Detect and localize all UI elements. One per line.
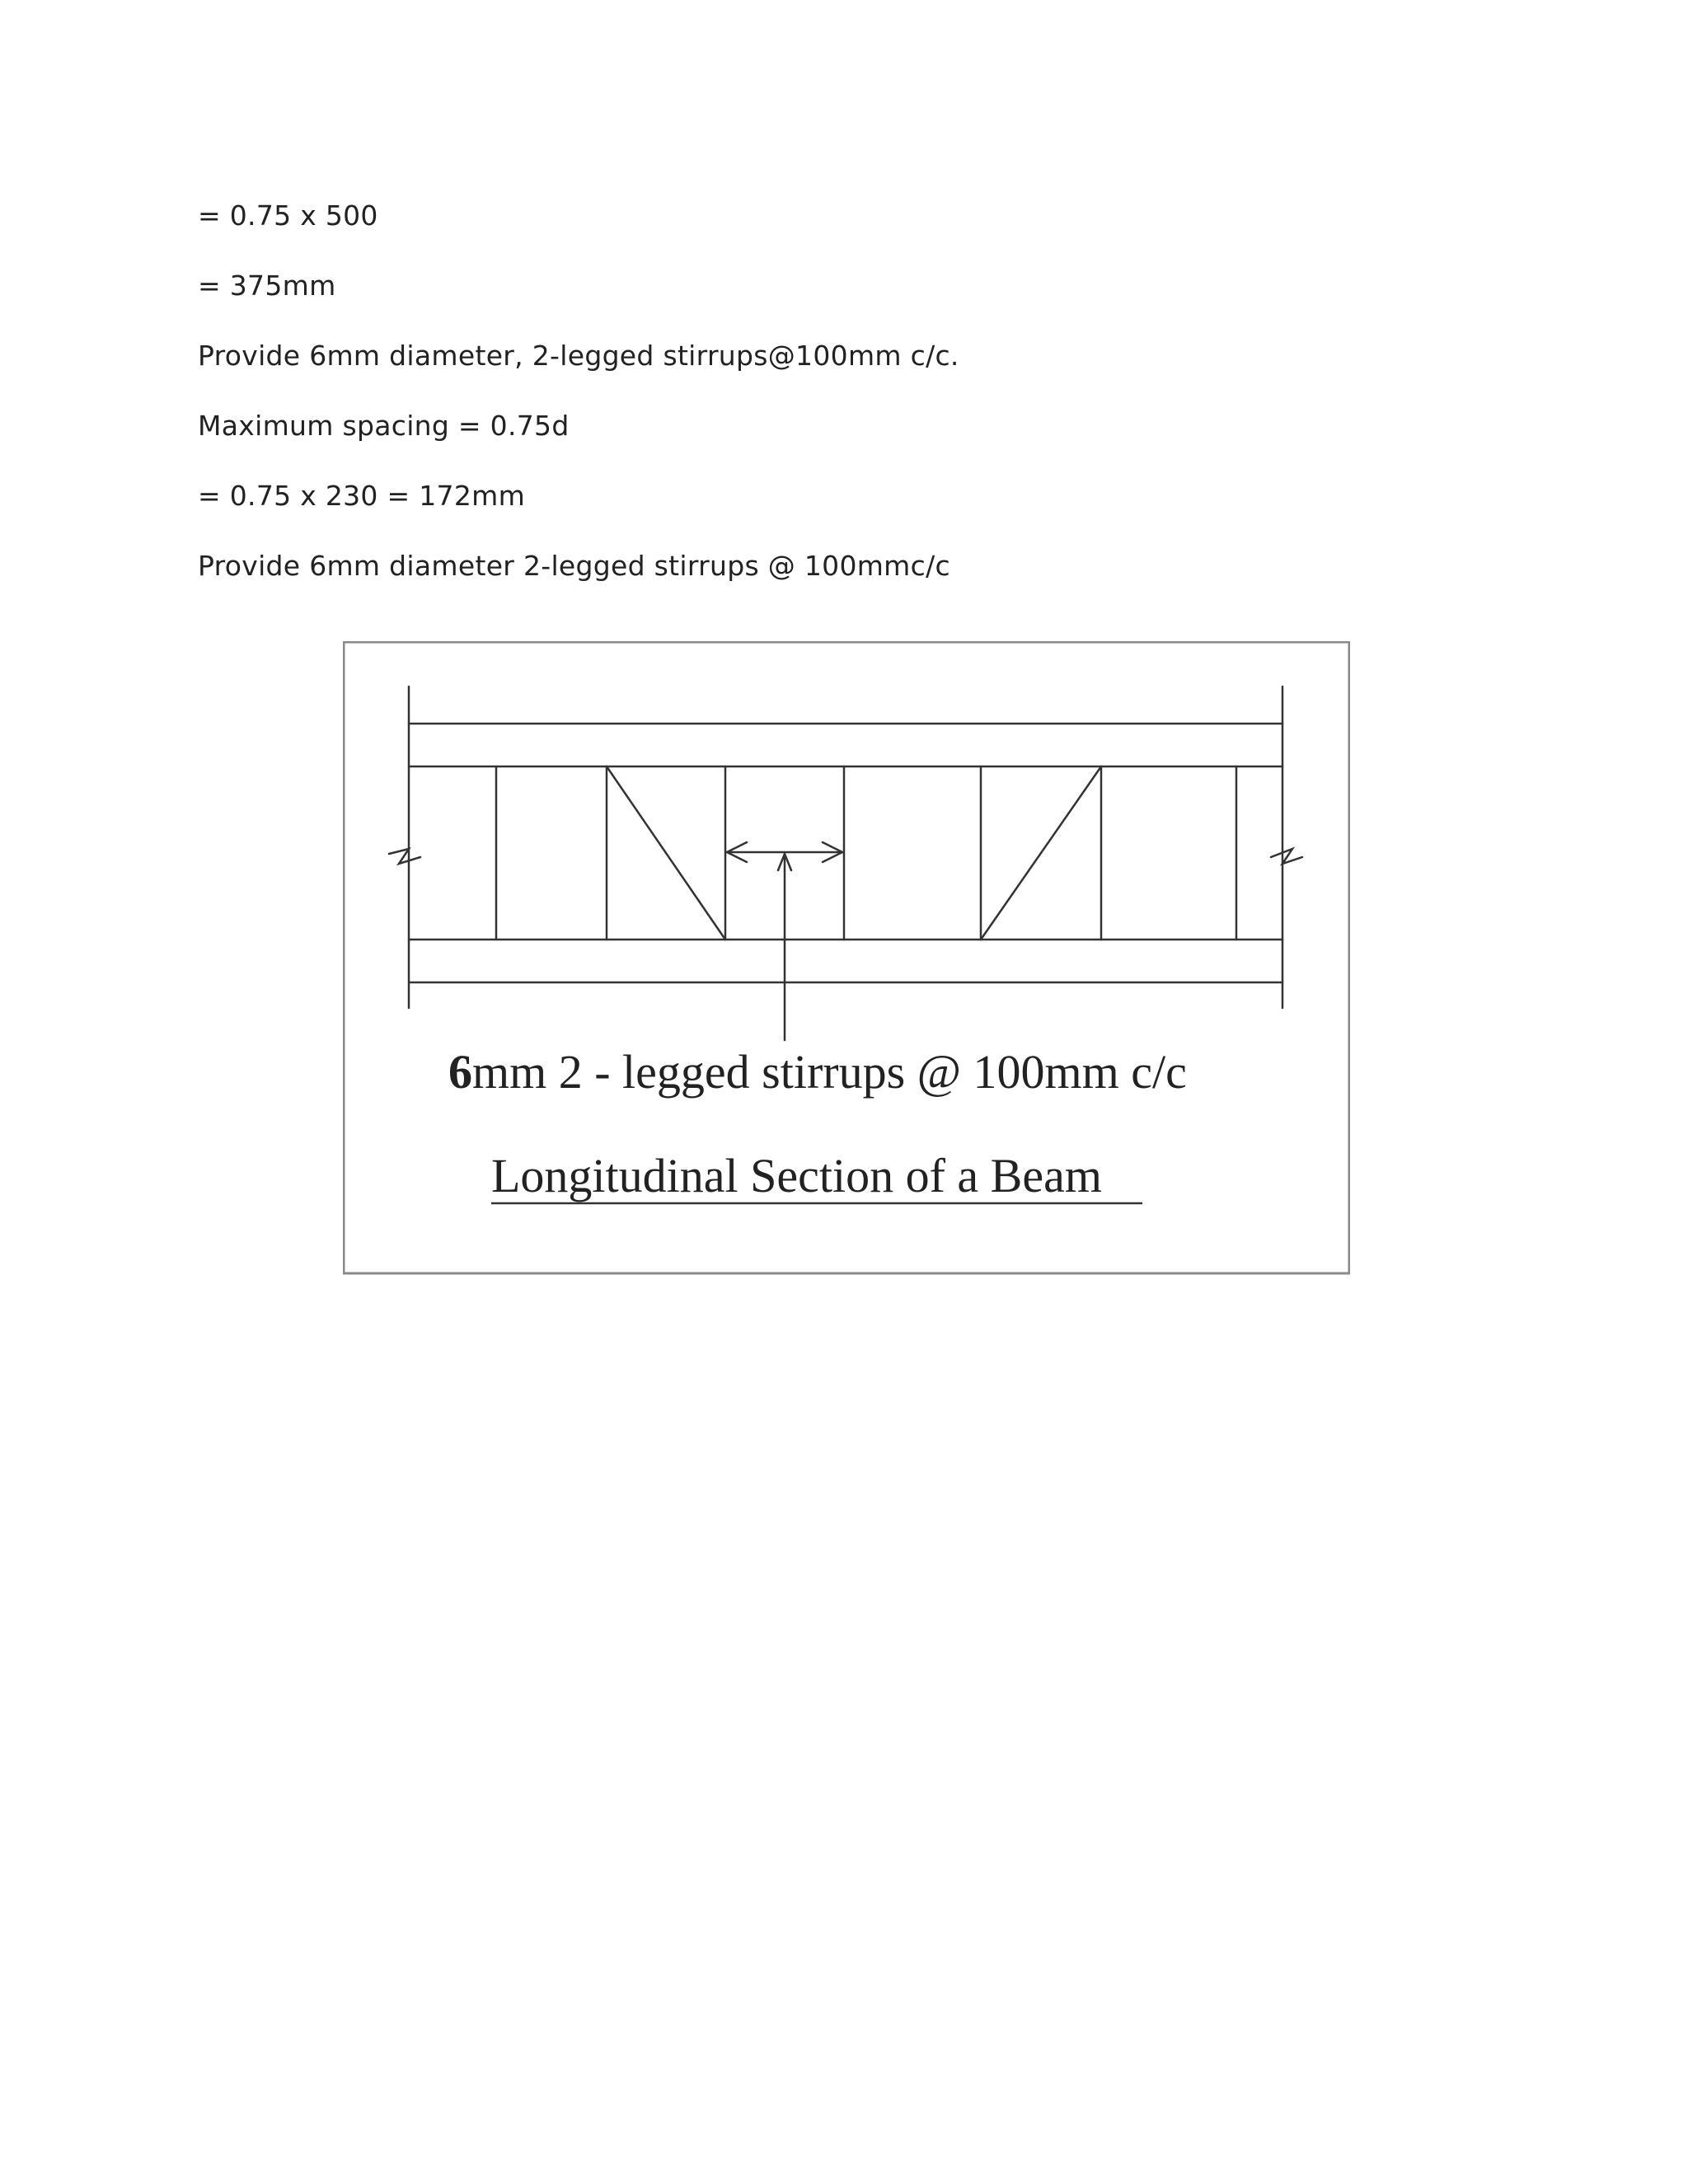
beam-section-diagram	[343, 641, 1350, 1276]
beam-section-figure	[343, 641, 1350, 1276]
stirrup-annotation: 6mm 2 - legged stirrups @ 100mm c/c	[448, 1045, 1187, 1099]
provide-stirrups-line-2: Provide 6mm diameter 2-legged stirrups @ 100mmc/c	[198, 550, 950, 582]
max-spacing-line: Maximum spacing = 0.75d	[198, 410, 570, 442]
calc-line-2: = 375mm	[198, 269, 336, 302]
figure-caption: Longitudinal Section of a Beam	[491, 1149, 1102, 1202]
provide-stirrups-line-1: Provide 6mm diameter, 2-legged stirrups@100mm c/c.	[198, 340, 959, 372]
calc-line-3: = 0.75 x 230 = 172mm	[198, 480, 526, 512]
calc-line-1: = 0.75 x 500	[198, 199, 378, 232]
